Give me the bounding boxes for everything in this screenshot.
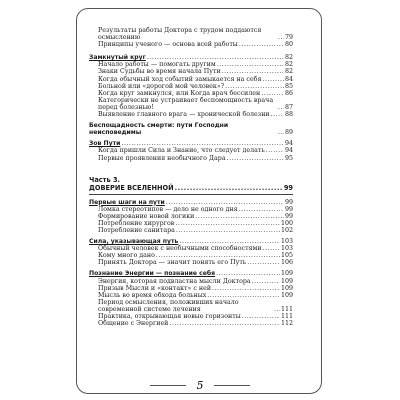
entry-page: 103 bbox=[280, 245, 293, 253]
part-heading bbox=[89, 176, 293, 195]
entry-page: 88 bbox=[284, 111, 293, 119]
dot-leader bbox=[271, 111, 284, 118]
entry-title: Обычный человек с необычными способностями bbox=[98, 245, 262, 253]
toc-section bbox=[89, 140, 293, 147]
dot-leader bbox=[239, 41, 284, 48]
entry-title: Потребление санитара bbox=[98, 226, 175, 234]
dot-leader bbox=[261, 90, 284, 97]
toc-entry bbox=[89, 206, 293, 213]
toc-entry bbox=[89, 83, 293, 90]
entry-title: Практика, открывающая новые горизонты bbox=[98, 313, 241, 320]
entry-page: 95 bbox=[284, 154, 293, 162]
entry-page: 109 bbox=[280, 270, 293, 278]
toc-entry bbox=[89, 299, 293, 313]
toc-section bbox=[89, 238, 293, 245]
entry-page: 80 bbox=[284, 41, 293, 49]
toc-entry bbox=[89, 227, 293, 234]
entry-title: Когда обычный ход событий замыкается на себя bbox=[98, 75, 262, 83]
ornament-left bbox=[150, 385, 186, 386]
dot-leader bbox=[222, 68, 284, 75]
toc-entry bbox=[89, 320, 293, 327]
entry-page: 82 bbox=[284, 68, 293, 76]
entry-page: 111 bbox=[280, 313, 293, 320]
entry-page: 94 bbox=[284, 147, 293, 155]
toc-section bbox=[89, 199, 293, 206]
entry-title: Энергия, которая подвластна мысли Доктора bbox=[98, 277, 251, 285]
entry-title: Результаты работы Доктора с трудом поддаются осмыслению bbox=[98, 27, 262, 42]
entry-page: 82 bbox=[284, 61, 293, 69]
entry-title: Категорически не устраивает беспомощность врача перед болезнью! bbox=[98, 96, 274, 111]
entry-page: 94 bbox=[284, 140, 293, 148]
spacer bbox=[89, 162, 293, 176]
part-number: Часть 3. bbox=[89, 175, 121, 184]
entry-title: Выявление главного врага — хронической болезни bbox=[98, 111, 270, 119]
entry-page: 109 bbox=[280, 284, 293, 292]
toc-entry bbox=[89, 61, 293, 68]
entry-page: 109 bbox=[280, 277, 293, 285]
entry-page: 84 bbox=[284, 75, 293, 83]
dot-leader bbox=[195, 213, 284, 220]
dot-leader bbox=[262, 76, 284, 83]
dot-leader bbox=[247, 259, 280, 266]
dot-leader bbox=[278, 34, 284, 41]
part-title: ДОВЕРИЕ ВСЕЛЕННОЙ bbox=[89, 183, 174, 192]
entry-title: Когда круг замкнулся, или Когда врач бессилен bbox=[98, 89, 261, 97]
toc-entry bbox=[89, 41, 293, 48]
toc-section bbox=[89, 122, 293, 136]
entry-page: 105 bbox=[280, 252, 293, 260]
page-number: 5 bbox=[190, 380, 210, 392]
dot-leader bbox=[266, 147, 284, 154]
entry-title: Период осмысления, положивших начало современной системе лечения bbox=[98, 298, 239, 313]
entry-title: Принципы ученого — основа всей работы bbox=[98, 41, 238, 49]
entry-page: 99 bbox=[284, 205, 293, 213]
entry-title: Начало работы — помогать другим bbox=[98, 61, 216, 69]
dot-leader bbox=[156, 252, 280, 259]
dot-leader bbox=[217, 61, 284, 68]
section-title: Замкнутый круг bbox=[89, 54, 146, 62]
toc-entry bbox=[89, 292, 293, 299]
toc-entry bbox=[89, 27, 293, 41]
dot-leader bbox=[121, 140, 284, 147]
toc-entry bbox=[89, 285, 293, 292]
dot-leader bbox=[278, 129, 284, 136]
dot-leader bbox=[242, 313, 280, 320]
toc-entry bbox=[89, 147, 293, 154]
section-title: Познание Энергии — познание себя bbox=[89, 270, 216, 278]
entry-page: 112 bbox=[280, 320, 293, 328]
entry-page: 100 bbox=[280, 219, 293, 227]
entry-page: 79 bbox=[284, 34, 293, 42]
toc-entry bbox=[89, 111, 293, 118]
dot-leader bbox=[227, 155, 284, 162]
entry-page: 89 bbox=[284, 129, 293, 137]
entry-page: 99 bbox=[284, 212, 293, 220]
entry-page: 109 bbox=[280, 291, 293, 299]
dot-leader bbox=[147, 54, 284, 61]
entry-page: 111 bbox=[280, 305, 293, 313]
dot-leader bbox=[274, 306, 280, 313]
dot-leader bbox=[212, 285, 280, 292]
dot-leader bbox=[176, 227, 280, 234]
toc-entry bbox=[89, 259, 293, 266]
entry-title: Мысль во время обхода больных bbox=[98, 291, 207, 299]
toc-entry bbox=[89, 97, 293, 111]
entry-title: Формирование новой логики bbox=[98, 212, 195, 220]
section-title: Сила, указывающая путь bbox=[89, 238, 179, 246]
toc-entry bbox=[89, 90, 293, 97]
entry-title: Ломка стереотипов — дело не одного дня bbox=[98, 205, 238, 213]
toc-entry bbox=[89, 220, 293, 227]
part-title-row bbox=[89, 184, 293, 192]
entry-page: 82 bbox=[284, 54, 293, 62]
entry-page: 99 bbox=[284, 198, 293, 206]
entry-title: Больной или «дорогой мой человек»? bbox=[98, 82, 225, 90]
toc-entry bbox=[89, 68, 293, 75]
dot-leader bbox=[207, 292, 280, 299]
entry-page: 102 bbox=[280, 226, 293, 234]
entry-title: Принять Доктора — значит понять его Путь bbox=[98, 259, 247, 267]
dot-leader bbox=[179, 238, 280, 245]
entry-page: 87 bbox=[284, 103, 293, 111]
entry-page: 86 bbox=[284, 89, 293, 97]
dot-leader bbox=[225, 83, 284, 90]
entry-title: Когда пришли Сила и Знание, что следует делать bbox=[98, 147, 265, 155]
toc-entry bbox=[89, 213, 293, 220]
entry-title: Призыв Мысли и «контакт» с ней bbox=[98, 284, 212, 292]
toc-entry bbox=[89, 245, 293, 252]
entry-page: 85 bbox=[284, 82, 293, 90]
dot-leader bbox=[239, 206, 284, 213]
section-title: Первые шаги на пути bbox=[89, 198, 165, 206]
dot-leader bbox=[216, 270, 280, 277]
entry-title: Кому много дано bbox=[98, 252, 155, 260]
ornament-right bbox=[214, 385, 250, 386]
dot-leader bbox=[175, 184, 283, 192]
entry-title: Общение с Энергией bbox=[98, 320, 169, 328]
dot-leader bbox=[252, 278, 280, 285]
toc-entry bbox=[89, 76, 293, 83]
entry-title: Потребление хирургов bbox=[98, 219, 175, 227]
toc-entry bbox=[89, 313, 293, 320]
dot-leader bbox=[169, 320, 280, 327]
entry-page: 103 bbox=[280, 238, 293, 246]
dot-leader bbox=[175, 220, 280, 227]
toc-section bbox=[89, 270, 293, 277]
toc-entry bbox=[89, 252, 293, 259]
toc-section bbox=[89, 54, 293, 61]
section-title: Зов Пути bbox=[89, 140, 121, 148]
entry-page: 106 bbox=[280, 259, 293, 267]
table-of-contents bbox=[89, 27, 293, 327]
dot-leader bbox=[166, 199, 284, 206]
dot-leader bbox=[278, 104, 284, 111]
part-page: 99 bbox=[283, 183, 293, 192]
toc-entry bbox=[89, 278, 293, 285]
entry-title: Знаки Судьбы во время начала Пути bbox=[98, 68, 221, 76]
toc-entry bbox=[89, 155, 293, 162]
section-title: Беспощадность смерти: пути Господни неисповедимы bbox=[89, 122, 229, 137]
entry-title: Первые проявления необычного Дара bbox=[98, 154, 226, 162]
dot-leader bbox=[263, 245, 280, 252]
